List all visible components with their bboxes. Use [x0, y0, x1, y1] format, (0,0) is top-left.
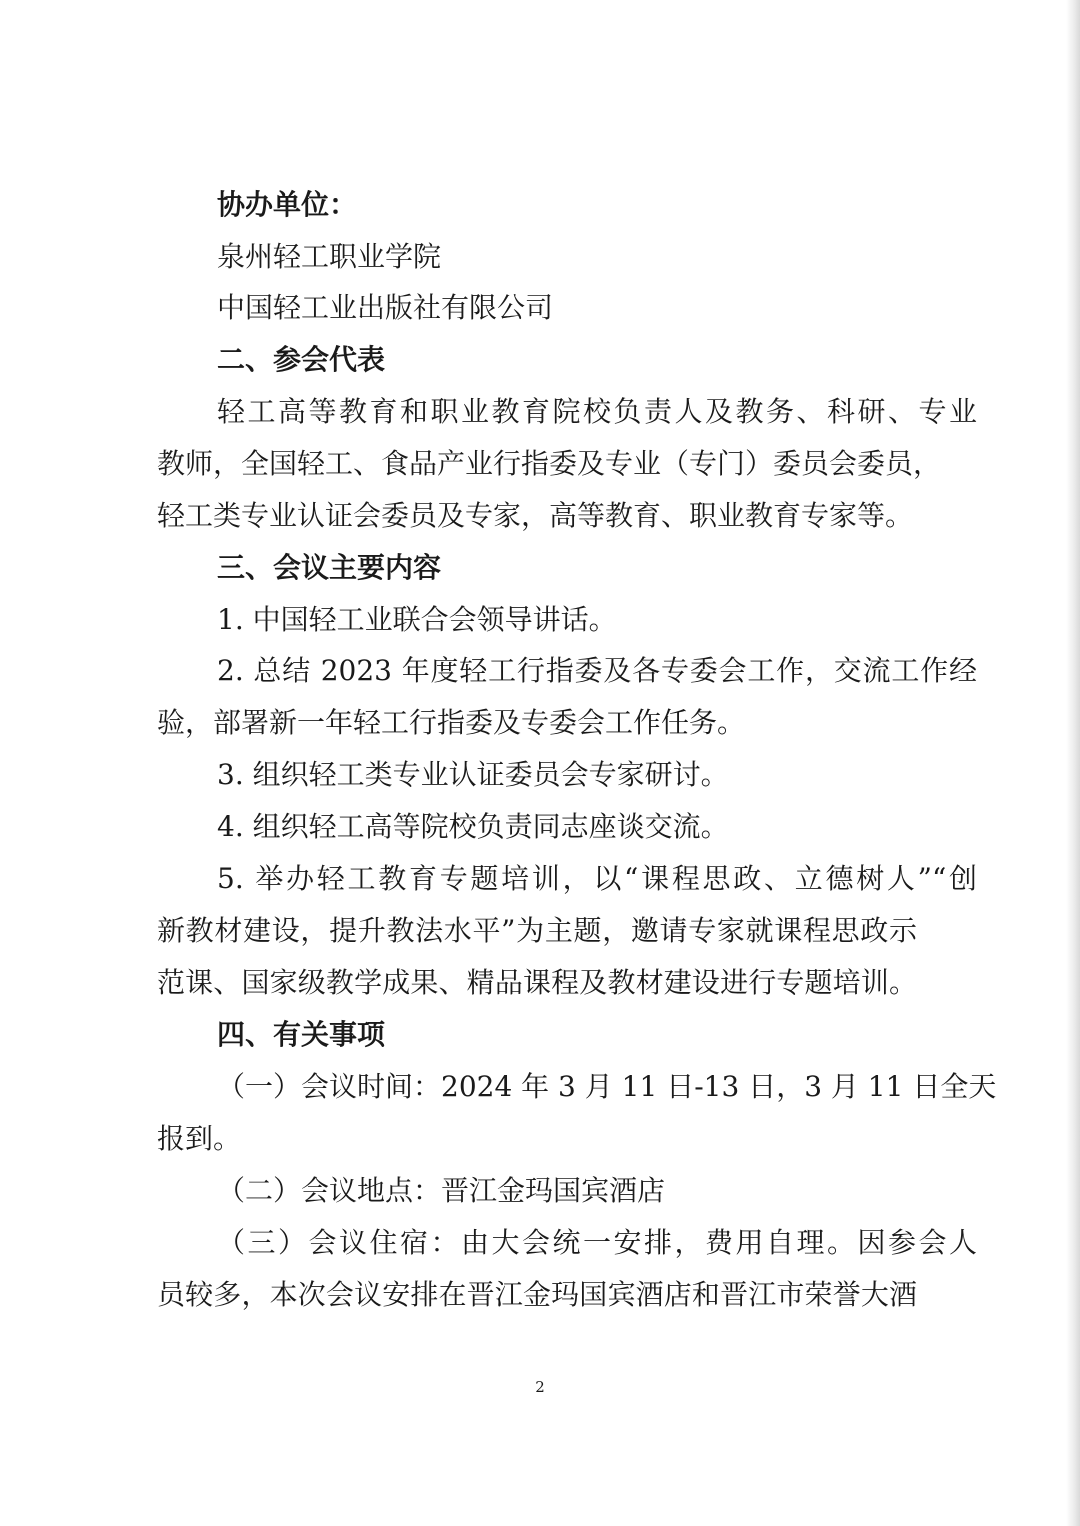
cosponsor-heading: 协办单位： [217, 188, 358, 221]
content-item-4: 4. 组织轻工高等院校负责同志座谈交流。 [217, 810, 729, 843]
content-item-5-line-3: 范课、国家级教学成果、精品课程及教材建设进行专题培训。 [157, 966, 917, 999]
section-heading-content: 三、会议主要内容 [217, 551, 442, 584]
section-heading-attendees: 二、参会代表 [217, 343, 386, 376]
matters-venue: （二）会议地点：晋江金玛国宾酒店 [217, 1174, 666, 1207]
content-item-2-line-1: 2. 总结 2023 年度轻工行指委及各专委会工作，交流工作经 [217, 654, 977, 687]
matters-lodging-line-1: （三）会议住宿：由大会统一安排，费用自理。因参会人 [217, 1226, 977, 1259]
matters-time-line-1: （一）会议时间：2024 年 3 月 11 日-13 日，3 月 11 日全天 [217, 1070, 997, 1103]
content-item-3: 3. 组织轻工类专业认证委员会专家研讨。 [217, 758, 729, 791]
attendees-line-3: 轻工类专业认证会委员及专家，高等教育、职业教育专家等。 [157, 499, 914, 532]
attendees-line-1: 轻工高等教育和职业教育院校负责人及教务、科研、专业 [217, 395, 977, 428]
matters-lodging-line-2: 员较多，本次会议安排在晋江金玛国宾酒店和晋江市荣誉大酒 [157, 1278, 917, 1311]
content-item-5-line-2: 新教材建设，提升教法水平”为主题，邀请专家就课程思政示 [157, 914, 917, 947]
matters-time-line-2: 报到。 [157, 1122, 242, 1155]
cosponsor-2: 中国轻工业出版社有限公司 [217, 291, 554, 324]
content-item-1: 1. 中国轻工业联合会领导讲话。 [217, 603, 617, 636]
cosponsor-1: 泉州轻工职业学院 [217, 240, 442, 273]
section-heading-matters: 四、有关事项 [217, 1018, 386, 1051]
content-item-2-line-2: 验，部署新一年轻工行指委及专委会工作任务。 [157, 706, 746, 739]
content-item-5-line-1: 5. 举办轻工教育专题培训，以“课程思政、立德树人”“创 [217, 862, 977, 895]
page-edge-shadow [1066, 0, 1080, 1526]
page-number: 2 [535, 1378, 545, 1396]
attendees-line-2: 教师，全国轻工、食品产业行指委及专业（专门）委员会委员， [157, 447, 942, 480]
